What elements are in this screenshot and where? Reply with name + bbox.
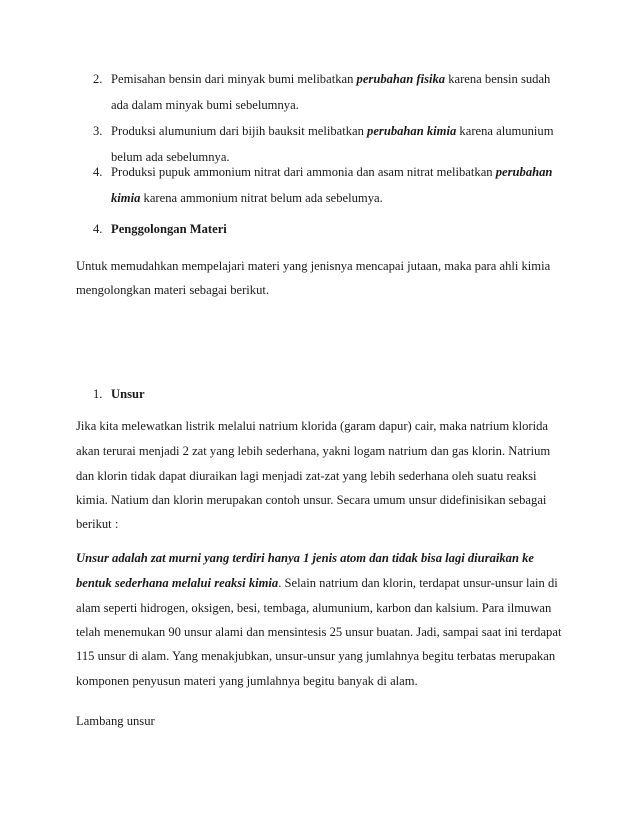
paragraph-line: berikut : <box>76 517 119 531</box>
emphasis-term: kimia <box>111 191 141 205</box>
section-heading: Unsur <box>111 387 145 401</box>
list-item-line <box>111 123 554 139</box>
list-item-line <box>111 71 550 87</box>
list-item-line <box>111 164 552 180</box>
list-number: 2. <box>93 72 103 86</box>
paragraph-line: 115 unsur di alam. Yang menakjubkan, unsur-unsur yang jumlahnya begitu terbatas merupakan <box>76 649 556 663</box>
emphasis-term: perubahan <box>495 165 553 179</box>
list-item-line: ada dalam minyak bumi sebelumnya. <box>111 98 299 112</box>
list-item-line <box>111 190 383 206</box>
paragraph-line: alam seperti hidrogen, oksigen, besi, tembaga, alumunium, karbon dan kalsium. Para ilmuwan <box>76 601 552 615</box>
list-item-text: karena bensin sudah <box>445 72 551 86</box>
paragraph-line: komponen penyusun materi yang jumlahnya begitu banyak di alam. <box>76 674 418 688</box>
list-item-text: karena alumunium <box>456 124 554 138</box>
list-item-text: Pemisahan bensin dari minyak bumi melibatkan <box>111 72 357 86</box>
list-number: 3. <box>93 124 103 138</box>
section-number: 4. <box>93 222 103 236</box>
paragraph-line: Untuk memudahkan mempelajari materi yang jenisnya mencapai jutaan, maka para ahli kimia <box>76 259 551 273</box>
section-number: 1. <box>93 387 103 401</box>
list-number: 4. <box>93 165 103 179</box>
paragraph-line: telah menemukan 90 unsur alami dan mensintesis 25 unsur buatan. Jadi, sampai saat ini terdapat <box>76 625 562 639</box>
paragraph-line: mengolongkan materi sebagai berikut. <box>76 283 270 297</box>
paragraph-text: . Selain natrium dan klorin, terdapat unsur-unsur lain di <box>278 576 558 590</box>
list-item-text: karena ammonium nitrat belum ada sebelumya. <box>140 191 383 205</box>
paragraph-line: kimia. Natium dan klorin merupakan contoh unsur. Secara umum unsur didefinisikan sebagai <box>76 493 547 507</box>
emphasis-term: perubahan fisika <box>356 72 446 86</box>
emphasis-term: perubahan kimia <box>367 124 457 138</box>
paragraph-line: akan terurai menjadi 2 zat yang lebih sederhana, yakni logam natrium dan gas klorin. Natrium <box>76 444 551 458</box>
subheading-text: Lambang unsur <box>76 714 155 728</box>
definition-text: bentuk sederhana melalui reaksi kimia <box>76 576 279 590</box>
list-item-line: belum ada sebelumnya. <box>111 150 230 164</box>
list-item-text: Produksi pupuk ammonium nitrat dari ammonia dan asam nitrat melibatkan <box>111 165 496 179</box>
paragraph-line <box>76 575 558 591</box>
section-heading: Penggolongan Materi <box>111 222 227 236</box>
paragraph-line: dan klorin tidak dapat diuraikan lagi menjadi zat-zat yang lebih sederhana oleh suatu reaksi <box>76 469 537 483</box>
list-item-text: Produksi alumunium dari bijih bauksit melibatkan <box>111 124 368 138</box>
paragraph-line: Jika kita melewatkan listrik melalui natrium klorida (garam dapur) cair, maka natrium klorida <box>76 419 548 433</box>
definition-line: Unsur adalah zat murni yang terdiri hanya 1 jenis atom dan tidak bisa lagi diuraikan ke <box>76 551 535 565</box>
